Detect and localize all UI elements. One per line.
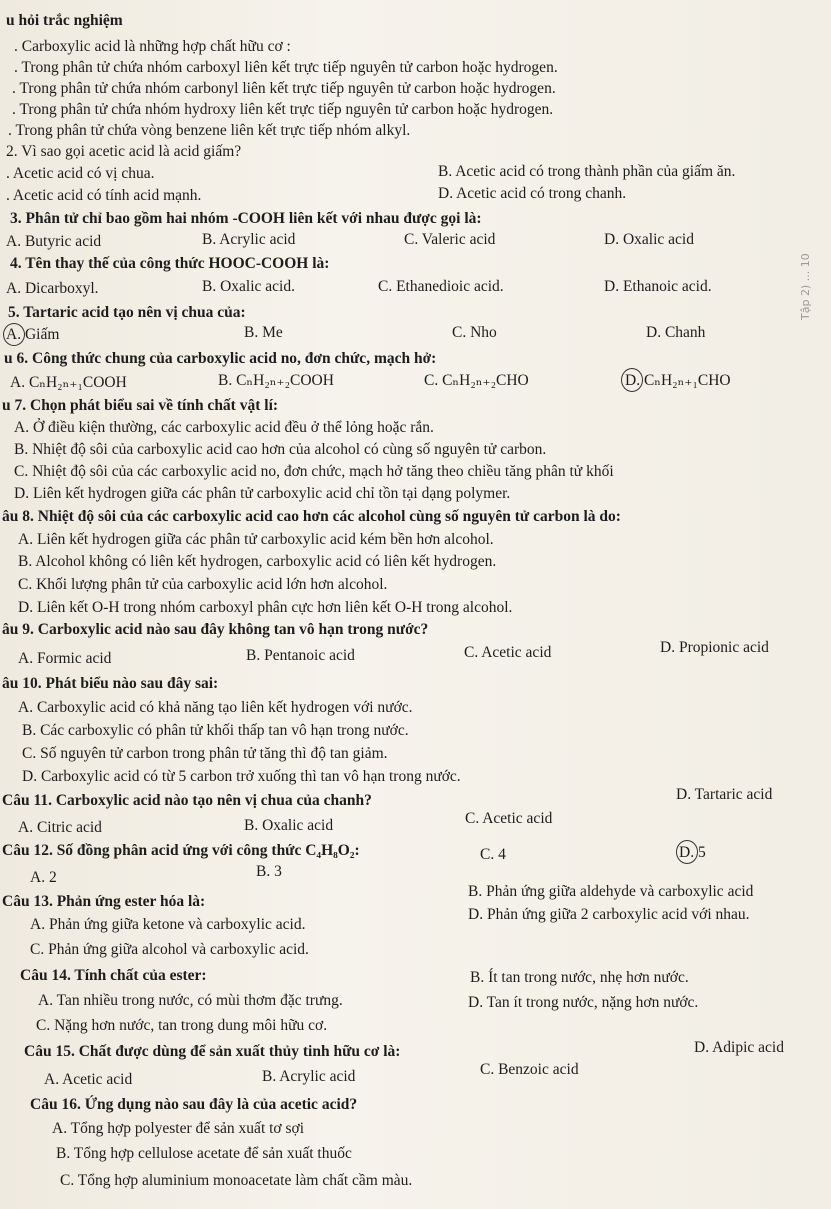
question-16-option-c: C. Tổng hợp aluminium monoacetate làm chất cầm màu. bbox=[60, 1172, 413, 1189]
question-13-option-c: C. Phản ứng giữa alcohol và carboxylic acid. bbox=[30, 941, 309, 958]
question-9-option-c: C. Acetic acid bbox=[464, 644, 552, 661]
question-13-option-b: B. Phản ứng giữa aldehyde và carboxylic acid bbox=[468, 883, 754, 900]
section-heading: u hỏi trắc nghiệm bbox=[6, 12, 123, 29]
question-11-option-a: A. Citric acid bbox=[18, 819, 102, 836]
question-4-option-a: A. Dicarboxyl. bbox=[6, 280, 99, 297]
question-7-option-c: C. Nhiệt độ sôi của các carboxylic acid no, đơn chức, mạch hở tăng theo chiều tăng phân tử khối bbox=[14, 463, 614, 480]
question-8-option-c: C. Khối lượng phân tử của carboxylic acid lớn hơn alcohol. bbox=[18, 576, 388, 593]
question-3-option-c: C. Valeric acid bbox=[404, 231, 496, 248]
question-12-option-c: C. 4 bbox=[480, 846, 506, 863]
question-5-stem: 5. Tartaric acid tạo nên vị chua của: bbox=[8, 304, 246, 321]
question-15-option-d: D. Adipic acid bbox=[694, 1039, 784, 1056]
question-4-option-c: C. Ethanedioic acid. bbox=[378, 278, 504, 295]
question-1-option-b: . Trong phân tử chứa nhóm carbonyl liên kết trực tiếp nguyên tử carbon hoặc hydrogen. bbox=[12, 80, 556, 97]
question-3-option-b: B. Acrylic acid bbox=[202, 231, 296, 248]
question-12-option-b: B. 3 bbox=[256, 863, 282, 880]
question-14-stem: Câu 14. Tính chất của ester: bbox=[20, 967, 207, 984]
question-10-option-a: A. Carboxylic acid có khả năng tạo liên kết hydrogen với nước. bbox=[18, 699, 413, 716]
question-14-option-c: C. Nặng hơn nước, tan trong dung môi hữu cơ. bbox=[36, 1017, 328, 1034]
question-16-stem: Câu 16. Ứng dụng nào sau đây là của acetic acid? bbox=[30, 1096, 358, 1113]
question-8-option-b: B. Alcohol không có liên kết hydrogen, carboxylic acid có liên kết hydrogen. bbox=[18, 553, 497, 570]
question-14-option-b: B. Ít tan trong nước, nhẹ hơn nước. bbox=[470, 969, 689, 986]
question-4-option-d: D. Ethanoic acid. bbox=[604, 278, 712, 295]
question-5-option-a: A. Giấm bbox=[6, 326, 60, 343]
question-3-option-a: A. Butyric acid bbox=[6, 233, 102, 250]
question-1-option-c: . Trong phân tử chứa nhóm hydroxy liên kết trực tiếp nguyên tử carbon hoặc hydrogen. bbox=[12, 101, 554, 118]
question-15-option-b: B. Acrylic acid bbox=[262, 1068, 356, 1085]
question-13-stem: Câu 13. Phản ứng ester hóa là: bbox=[2, 893, 206, 910]
question-11-stem: Câu 11. Carboxylic acid nào tạo nên vị chua của chanh? bbox=[2, 792, 372, 809]
question-15-option-a: A. Acetic acid bbox=[44, 1071, 133, 1088]
question-16-option-b: B. Tổng hợp cellulose acetate để sản xuất thuốc bbox=[56, 1145, 352, 1162]
question-1-stem: . Carboxylic acid là những hợp chất hữu cơ : bbox=[14, 38, 291, 55]
question-14-option-d: D. Tan ít trong nước, nặng hơn nước. bbox=[468, 994, 699, 1011]
question-2-option-b: B. Acetic acid có trong thành phần của giấm ăn. bbox=[438, 163, 736, 180]
question-2-stem: 2. Vì sao gọi acetic acid là acid giấm? bbox=[6, 143, 242, 160]
question-2-option-a: . Acetic acid có vị chua. bbox=[6, 165, 155, 182]
page-edge-text: Tập 2) ... 10 bbox=[799, 253, 812, 320]
question-10-stem: âu 10. Phát biểu nào sau đây sai: bbox=[2, 675, 219, 692]
question-15-option-c: C. Benzoic acid bbox=[480, 1061, 579, 1078]
question-8-option-a: A. Liên kết hydrogen giữa các phân tử carboxylic acid kém bền hơn alcohol. bbox=[18, 531, 494, 548]
question-16-option-a: A. Tổng hợp polyester để sản xuất tơ sợi bbox=[52, 1120, 305, 1137]
question-13-option-a: A. Phản ứng giữa ketone và carboxylic acid. bbox=[30, 916, 306, 933]
question-2-option-c: . Acetic acid có tính acid mạnh. bbox=[6, 187, 202, 204]
question-12-option-d: D. 5 bbox=[679, 844, 706, 861]
question-11-option-d: D. Tartaric acid bbox=[676, 786, 773, 803]
question-4-stem: 4. Tên thay thế của công thức HOOC-COOH là: bbox=[10, 255, 330, 272]
question-13-option-d: D. Phản ứng giữa 2 carboxylic acid với nhau. bbox=[468, 906, 750, 923]
question-1-option-a: . Trong phân tử chứa nhóm carboxyl liên kết trực tiếp nguyên tử carbon hoặc hydrogen. bbox=[14, 59, 558, 76]
question-15-stem: Câu 15. Chất được dùng để sản xuất thủy tinh hữu cơ là: bbox=[24, 1043, 401, 1060]
question-1-option-d: . Trong phân tử chứa vòng benzene liên kết trực tiếp nhóm alkyl. bbox=[8, 122, 411, 139]
question-5-option-b: B. Me bbox=[244, 324, 283, 341]
question-11-option-b: B. Oxalic acid bbox=[244, 817, 334, 834]
question-10-option-b: B. Các carboxylic có phân tử khối thấp tan vô hạn trong nước. bbox=[22, 722, 409, 739]
question-8-stem: âu 8. Nhiệt độ sôi của các carboxylic acid cao hơn các alcohol cùng số nguyên tử carbon là do: bbox=[2, 508, 621, 525]
question-4-option-b: B. Oxalic acid. bbox=[202, 278, 295, 295]
question-3-option-d: D. Oxalic acid bbox=[604, 231, 694, 248]
question-12-option-a: A. 2 bbox=[30, 869, 57, 886]
question-14-option-a: A. Tan nhiều trong nước, có mùi thơm đặc trưng. bbox=[38, 992, 343, 1009]
question-5-option-d: D. Chanh bbox=[646, 324, 706, 341]
question-3-stem: 3. Phân tử chỉ bao gồm hai nhóm -COOH liên kết với nhau được gọi là: bbox=[10, 210, 482, 227]
question-7-option-a: A. Ở điều kiện thường, các carboxylic acid đều ở thể lỏng hoặc rắn. bbox=[14, 419, 434, 436]
question-8-option-d: D. Liên kết O-H trong nhóm carboxyl phân cực hơn liên kết O-H trong alcohol. bbox=[18, 599, 513, 616]
question-6-stem: u 6. Công thức chung của carboxylic acid no, đơn chức, mạch hở: bbox=[4, 350, 437, 367]
question-10-option-c: C. Số nguyên tử carbon trong phân tử tăng thì độ tan giảm. bbox=[22, 745, 388, 762]
question-9-stem: âu 9. Carboxylic acid nào sau đây không tan vô hạn trong nước? bbox=[2, 621, 429, 638]
question-6-option-a: A. CₙH₂ₙ₊₁COOH bbox=[10, 374, 127, 391]
question-9-option-d: D. Propionic acid bbox=[660, 639, 769, 656]
question-6-option-b: B. CₙH₂ₙ₊₂COOH bbox=[218, 372, 334, 389]
question-5-option-c: C. Nho bbox=[452, 324, 497, 341]
question-2-option-d: D. Acetic acid có trong chanh. bbox=[438, 185, 627, 202]
question-9-option-a: A. Formic acid bbox=[18, 650, 112, 667]
question-6-option-d: D. CₙH₂ₙ₊₁CHO bbox=[625, 372, 731, 389]
question-10-option-d: D. Carboxylic acid có từ 5 carbon trở xuống thì tan vô hạn trong nước. bbox=[22, 768, 461, 785]
question-7-option-d: D. Liên kết hydrogen giữa các phân tử carboxylic acid chỉ tồn tại dạng polymer. bbox=[14, 485, 511, 502]
question-7-stem: u 7. Chọn phát biểu sai về tính chất vật lí: bbox=[2, 397, 279, 414]
question-9-option-b: B. Pentanoic acid bbox=[246, 647, 355, 664]
question-7-option-b: B. Nhiệt độ sôi của carboxylic acid cao hơn của alcohol có cùng số nguyên tử carbon. bbox=[14, 441, 547, 458]
question-11-option-c: C. Acetic acid bbox=[465, 810, 553, 827]
question-6-option-c: C. CₙH₂ₙ₊₂CHO bbox=[424, 372, 529, 389]
question-12-stem: Câu 12. Số đồng phân acid ứng với công thức C₄H₈O₂: bbox=[2, 842, 360, 859]
